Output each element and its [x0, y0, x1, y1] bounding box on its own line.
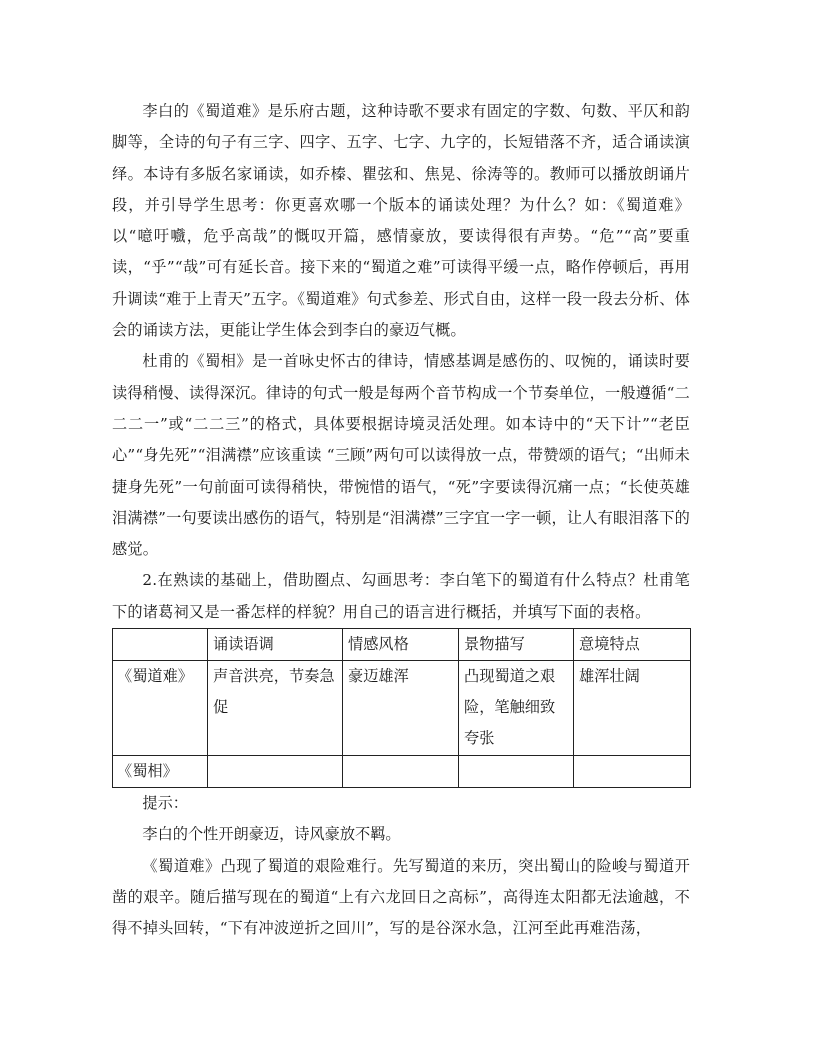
table-header-cell: 诵读语调 [208, 629, 343, 661]
table-header-row [113, 629, 691, 661]
table-row-label: 《蜀相》 [113, 756, 208, 788]
table-header-cell: 景物描写 [459, 629, 574, 661]
table-header-cell: 意境特点 [574, 629, 691, 661]
table-cell [343, 756, 459, 788]
table-cell: 凸现蜀道之艰险，笔触细致夸张 [459, 661, 574, 756]
hint-label: 提示： [142, 794, 188, 813]
table-cell [459, 756, 574, 788]
table-header-cell [113, 629, 208, 661]
table-header-cell: 情感风格 [343, 629, 459, 661]
table-cell [208, 756, 343, 788]
hint-paragraph: 《蜀道难》凸现了蜀道的艰险难行。先写蜀道的来历，突出蜀山的险峻与蜀道开凿的艰辛。随后描写现在的蜀道“上有六龙回日之高标”，高得连太阳都无法逾越，不得不掉头回转，“下有冲波逆折之回川”，写的是谷深水急，江河至此再难浩荡， [112, 856, 690, 938]
paragraph-libai-shudaonan: 李白的《蜀道难》是乐府古题，这种诗歌不要求有固定的字数、句数、平仄和韵脚等，全诗的句子有三字、四字、五字、七字、九字的，长短错落不齐，适合诵读演绎。本诗有多版名家诵读，如乔榛、瞿弦和、焦晃、徐涛等的。教师可以播放朗诵片段，并引导学生思考：你更喜欢哪一个版本的诵读处理？为什么？如：《蜀道难》以“噫吁嚱，危乎高哉”的慨叹开篇，感情豪放，要读得很有声势。“危”“高”要重读，“乎”“哉”可有延长音。接下来的“蜀道之难”可读得平缓一点，略作停顿后，再用升调读“难于上青天”五字。《蜀道难》句式参差、形式自由，这样一段一段去分析、体会的诵读方法，更能让学生体会到李白的豪迈气概。 [112, 102, 690, 340]
table-cell [574, 756, 691, 788]
table-cell: 豪迈雄浑 [343, 661, 459, 756]
paragraph-task-2: 2.在熟读的基础上，借助圈点、勾画思考：李白笔下的蜀道有什么特点？杜甫笔下的诸葛祠又是一番怎样的样貌？用自己的语言进行概括，并填写下面的表格。 [112, 571, 690, 621]
table-cell: 声音洪亮，节奏急促 [208, 661, 343, 756]
document-page [112, 96, 690, 945]
table-row-label: 《蜀道难》 [113, 661, 208, 756]
hint-paragraph: 李白的个性开朗豪迈，诗风豪放不羁。 [142, 825, 401, 844]
table-row [113, 661, 691, 756]
comparison-table [112, 628, 691, 788]
table-cell: 雄浑壮阔 [574, 661, 691, 756]
table-row [113, 756, 691, 788]
paragraph-dufu-shuxiang: 杜甫的《蜀相》是一首咏史怀古的律诗，情感基调是感伤的、叹惋的，诵读时要读得稍慢、读得深沉。律诗的句式一般是每两个音节构成一个节奏单位，一般遵循“二二二一”或“二二三”的格式，具体要根据诗境灵活处理。如本诗中的“天下计”“老臣心”“身先死”“泪满襟”应该重读 “三顾”两句可以读得放一点，带赞颂的语气；“出师未捷身先死”一句前面可读得稍快，带惋惜的语气，“死”字要读得沉痛一点；“长使英雄泪满襟”一句要读出感伤的语气，特别是“泪满襟”三字宜一字一顿，让人有眼泪落下的感觉。 [112, 352, 690, 559]
